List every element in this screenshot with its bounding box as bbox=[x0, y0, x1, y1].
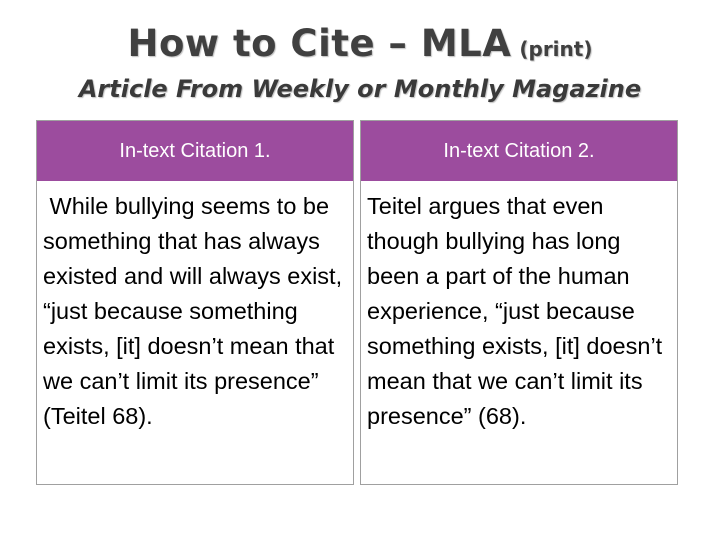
citation-2-text: Teitel argues that even though bullying has long been a part of the human experience, “just because something exists, [it] doesn’t mean that we can’t limit its presence” (68). bbox=[367, 193, 663, 429]
citation-1-text: While bullying seems to be something that has always existed and will always exist, “just because something exists, [it] doesn’t mean that we can’t limit its presence” (Teitel 68). bbox=[43, 193, 349, 429]
slide-title bbox=[0, 22, 720, 65]
citation-1-heading: In-text Citation 1. bbox=[37, 121, 353, 183]
citation-2-heading: In-text Citation 2. bbox=[361, 121, 677, 183]
slide-subtitle: Article From Weekly or Monthly Magazine bbox=[78, 75, 642, 103]
citation-box-1 bbox=[36, 120, 354, 485]
title-main: How to Cite – MLA bbox=[127, 22, 512, 65]
title-suffix: (print) bbox=[519, 37, 593, 61]
citation-box-2 bbox=[360, 120, 678, 485]
